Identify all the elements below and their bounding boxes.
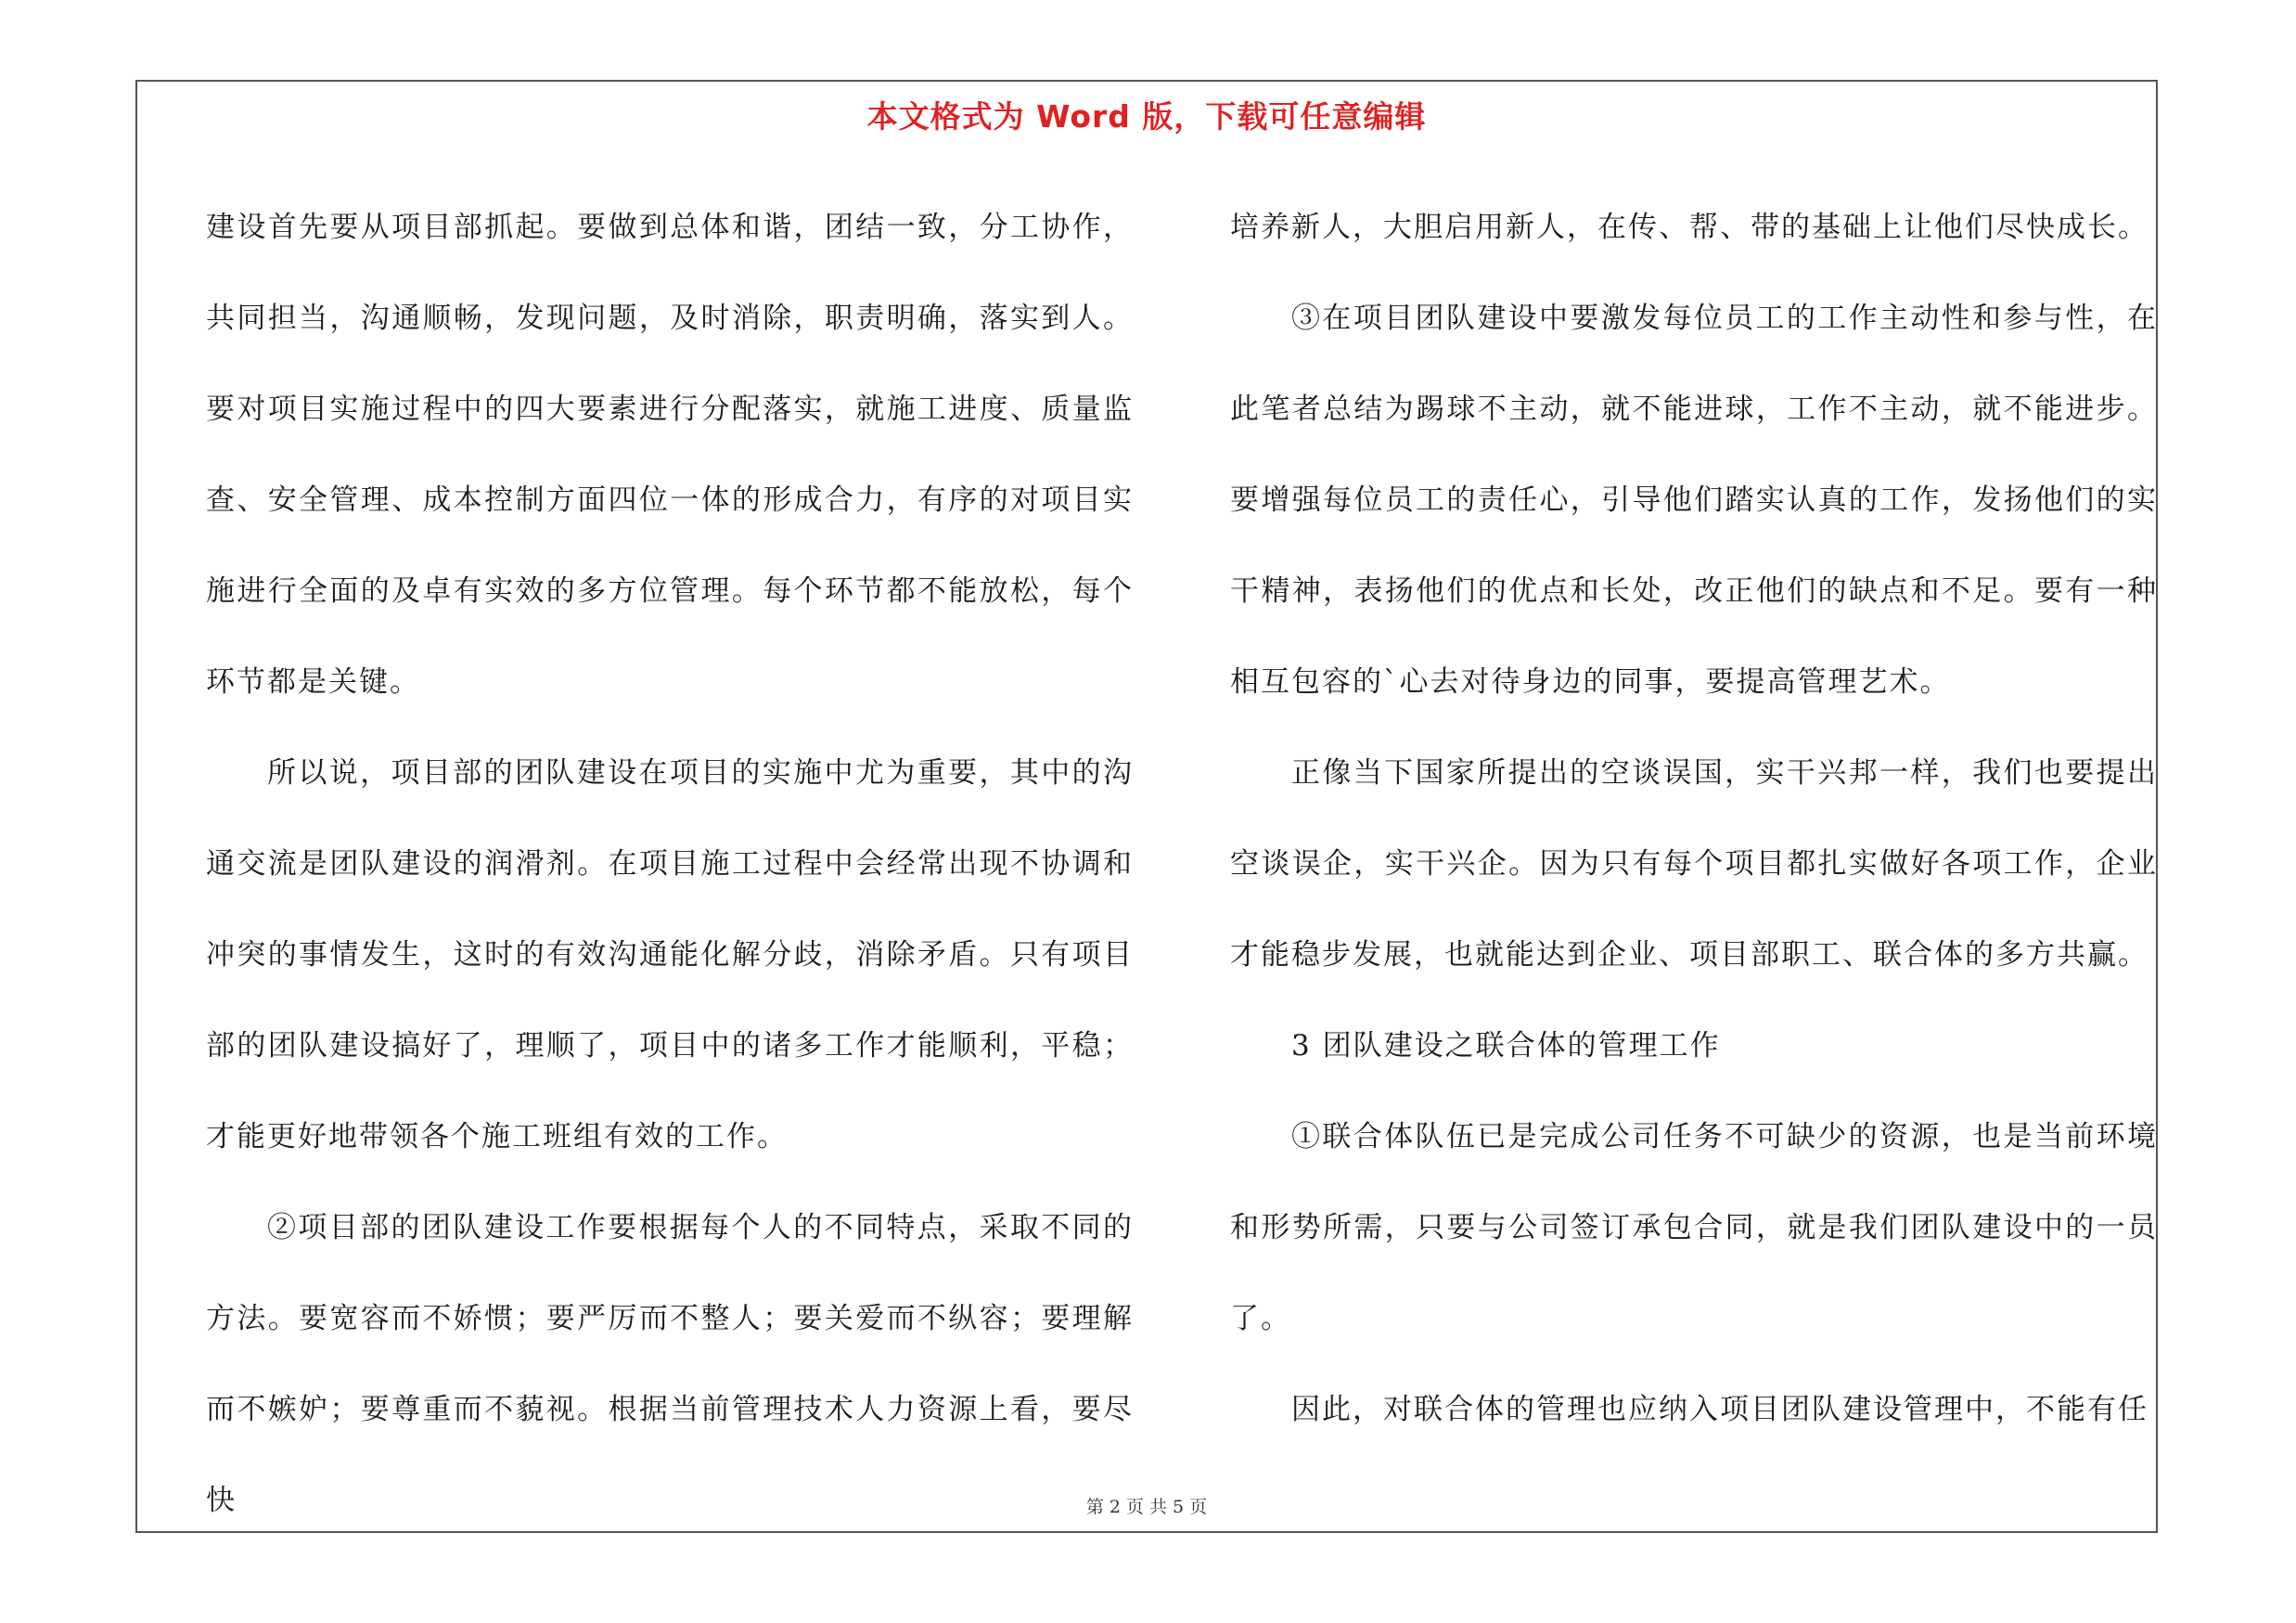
section-heading: 3 团队建设之联合体的管理工作 [1291, 1029, 1721, 1063]
page-number-footer: 第 2 页 共 5 页 [1085, 1497, 1208, 1517]
left-column [206, 182, 1134, 1546]
paragraph: 建设首先要从项目部抓起。要做到总体和谐，团结一致，分工协作，共同担当，沟通顺畅，发现问题，及时消除，职责明确，落实到人。要对项目实施过程中的四大要素进行分配落实，就施工进度、质量监查、安全管理、成本控制方面四位一体的形成合力，有序的对项目实施进行全面的及卓有实效的多方位管理。每个环节都不能放松，每个环节都是关键。 [206, 211, 1134, 699]
word-format-banner: 本文格式为 Word 版，下载可任意编辑 [866, 98, 1427, 135]
paragraph: ②项目部的团队建设工作要根据每个人的不同特点，采取不同的方法。要宽容而不娇惯；要严厉而不整人；要关爱而不纵容；要理解而不嫉妒；要尊重而不藐视。根据当前管理技术人力资源上看，要尽快 [206, 1211, 1134, 1517]
paragraph: 所以说，项目部的团队建设在项目的实施中尤为重要，其中的沟通交流是团队建设的润滑剂。在项目施工过程中会经常出现不协调和冲突的事情发生，这时的有效沟通能化解分歧，消除矛盾。只有项目部的团队建设搞好了，理顺了，项目中的诸多工作才能顺利，平稳；才能更好地带领各个施工班组有效的工作。 [206, 756, 1134, 1153]
paragraph: ①联合体队伍已是完成公司任务不可缺少的资源，也是当前环境和形势所需，只要与公司签订承包合同，就是我们团队建设中的一员了。 [1230, 1120, 2158, 1335]
paragraph: 因此，对联合体的管理也应纳入项目团队建设管理中，不能有任 [1291, 1393, 2148, 1426]
paragraph: ③在项目团队建设中要激发每位员工的工作主动性和参与性，在此笔者总结为踢球不主动，就不能进球，工作不主动，就不能进步。要增强每位员工的责任心，引导他们踏实认真的工作，发扬他们的实干精神，表扬他们的优点和长处，改正他们的缺点和不足。要有一种相互包容的`心去对待身边的同事，要提高管理艺术。 [1230, 302, 2158, 699]
paragraph: 培养新人，大胆启用新人，在传、帮、带的基础上让他们尽快成长。 [1230, 211, 2148, 244]
page-frame [135, 80, 2158, 1533]
paragraph: 正像当下国家所提出的空谈误国，实干兴邦一样，我们也要提出空谈误企，实干兴企。因为只有每个项目都扎实做好各项工作，企业才能稳步发展，也就能达到企业、项目部职工、联合体的多方共赢。 [1230, 756, 2158, 972]
right-column [1230, 182, 2158, 1455]
